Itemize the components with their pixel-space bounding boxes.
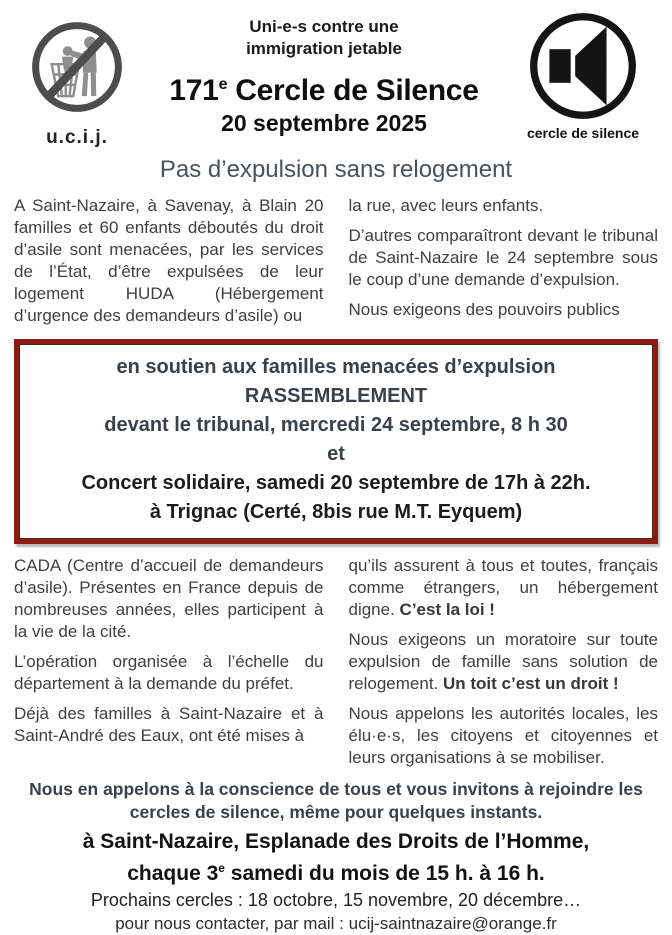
subtitle <box>140 16 508 60</box>
top-right-column <box>349 195 659 327</box>
paragraph: CADA (Centre d’accueil de demandeurs d’asile). Présentes en France depuis de nombreuses années, elles participent à la vie de la cité. <box>14 556 324 641</box>
announcement-box <box>14 339 658 544</box>
box-address-line: à Trignac (Certé, 8bis rue M.T. Eyquem) <box>149 501 523 523</box>
paragraph: A Saint-Nazaire, à Savenay, à Blain 20 familles et 60 enfants déboutés du droit d’asile sont menacées, par les services de l’État, d’être expulsées de leur logement HUDA (Hébergement d’urgence des demandeurs d’asile) ou <box>14 196 324 325</box>
contact-email-line: pour nous contacter, par mail : ucij-saintnazaire@orange.fr <box>115 914 557 933</box>
place-line2-pre: chaque 3 <box>127 862 219 885</box>
paragraph-emphasis: C’est la loi ! <box>399 600 495 619</box>
masthead-titles <box>140 8 508 137</box>
tagline: Pas d’expulsion sans relogement <box>159 156 513 183</box>
title-number: 171 <box>169 74 219 107</box>
subtitle-line2: immigration jetable <box>246 39 402 58</box>
bottom-left-column <box>14 555 324 769</box>
box-support-line: en soutien aux familles menacées d’expulsion <box>116 356 556 378</box>
ucij-label: u.c.i.j. <box>46 127 108 148</box>
appeal-text: Nous en appelons à la conscience de tous et vous invitons à rejoindre les cercles de silence, même pour quelques instants. <box>29 779 643 822</box>
no-disposable-people-icon <box>30 20 124 114</box>
bottom-columns <box>14 555 658 769</box>
bottom-right-column <box>349 555 659 769</box>
box-concert-line: Concert solidaire, samedi 20 septembre de 17h à 22h. <box>81 472 591 494</box>
paragraph: L’opération organisée à l’échelle du département à la demande du préfet. <box>14 652 324 693</box>
top-left-column <box>14 195 324 327</box>
footer <box>14 778 658 935</box>
ucij-logo <box>14 8 140 149</box>
meeting-place <box>14 829 658 887</box>
next-circles: Prochains cercles : 18 octobre, 15 novembre, 20 décembre… <box>90 890 582 910</box>
paragraph: Nous exigeons des pouvoirs publics <box>348 300 620 319</box>
place-line2-post: samedi du mois de 15 h. à 16 h. <box>224 862 545 885</box>
place-ordinal: e <box>218 861 225 875</box>
cercle-de-silence-logo <box>508 8 658 141</box>
cercle-de-silence-label: cercle de silence <box>526 125 640 141</box>
paragraph <box>349 555 659 621</box>
place-line2 <box>127 862 545 885</box>
paragraph <box>349 703 659 769</box>
page-title <box>140 67 508 109</box>
box-rally-details: devant le tribunal, mercredi 24 septembre, 8 h 30 <box>104 414 568 436</box>
top-columns <box>14 195 658 327</box>
paragraph-emphasis: Un toit c’est un droit ! <box>443 674 619 693</box>
box-and: et <box>327 443 345 465</box>
paragraph: D’autres comparaîtront devant le tribunal de Saint-Nazaire le 24 septembre sous le coup d’une demande d’expulsion. <box>348 226 658 289</box>
paragraph: Déjà des familles à Saint-Nazaire et à Saint-André des Eaux, ont été mises à <box>14 704 324 745</box>
paragraph-text: qu’ils assurent à tous et toutes, français comme étrangers, un hébergement digne. <box>348 556 658 619</box>
paragraph: la rue, avec leurs enfants. <box>348 196 544 215</box>
paragraph <box>349 629 659 695</box>
masthead <box>14 8 658 149</box>
box-rally-title: RASSEMBLEMENT <box>244 385 428 407</box>
speaker-icon <box>527 10 639 122</box>
event-date: 20 septembre 2025 <box>221 110 427 136</box>
paragraph-text: Nous appelons les autorités locales, les élu·e·s, les citoyens et citoyennes et leurs organisations à se mobiliser. <box>348 704 658 767</box>
title-text: Cercle de Silence <box>227 74 479 107</box>
place-line1: à Saint-Nazaire, Esplanade des Droits de l’Homme, <box>82 830 590 853</box>
paragraph-text: Nous exigeons un moratoire sur toute expulsion de famille sans solution de relogement. <box>348 630 658 693</box>
title-ordinal: e <box>218 76 228 93</box>
subtitle-line1: Uni-e-s contre une <box>249 17 399 36</box>
